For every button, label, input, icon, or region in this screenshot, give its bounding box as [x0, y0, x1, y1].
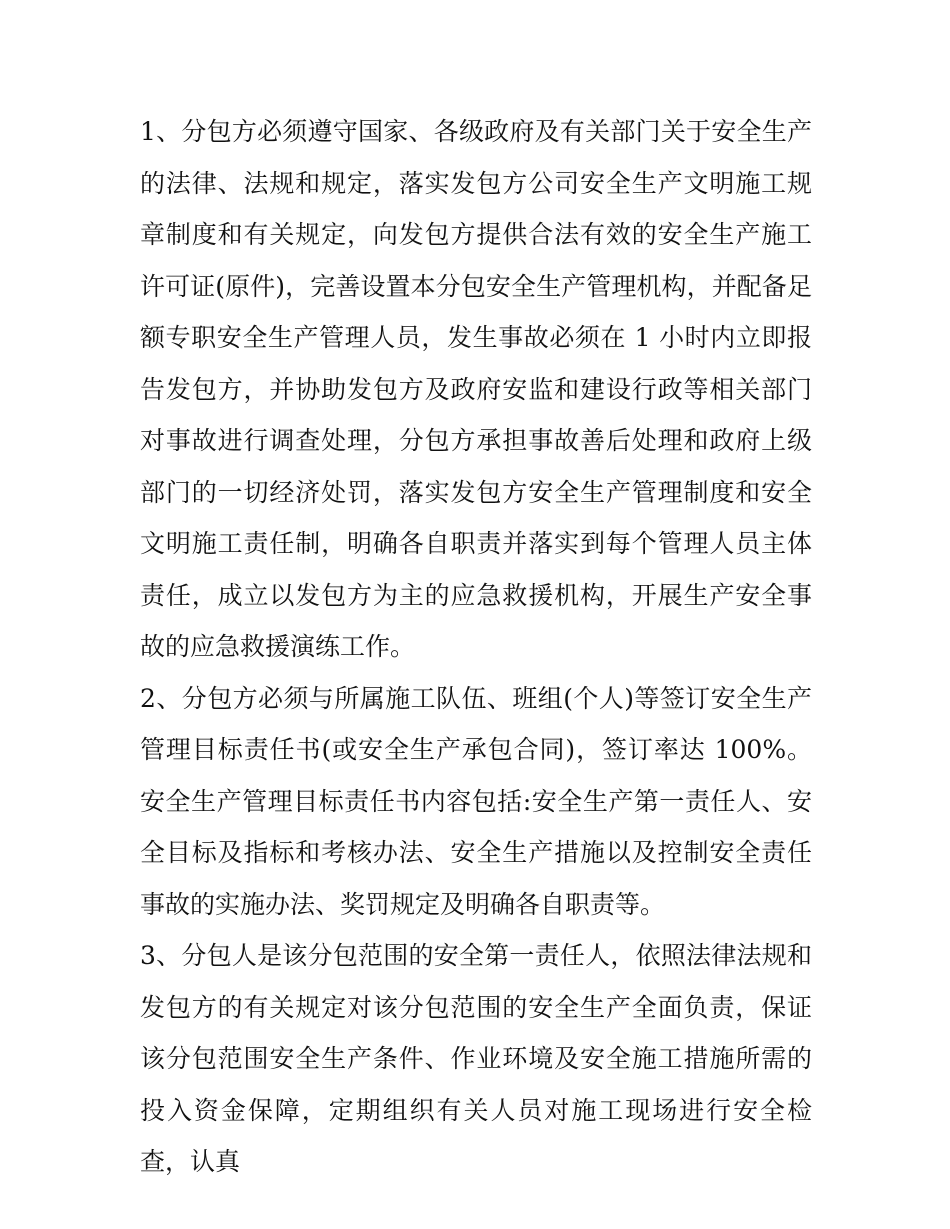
paragraph-3: 3、分包人是该分包范围的安全第一责任人，依照法律法规和发包方的有关规定对该分包范围的安全生产全面负责，保证该分包范围安全生产条件、作业环境及安全施工措施所需的投入资金保障，定期组织有关人员对施工现场进行安全检查，认真	[140, 941, 812, 1176]
paragraph-2: 2、分包方必须与所属施工队伍、班组(个人)等签订安全生产管理目标责任书(或安全生产承包合同)，签订率达 100%。安全生产管理目标责任书内容包括:安全生产第一责任人、安全目标及指标和考核办法、安全生产措施以及控制安全责任事故的实施办法、奖罚规定及明确各自职责等。	[140, 683, 812, 919]
document-body	[140, 106, 812, 1188]
paragraph-1: 1、分包方必须遵守国家、各级政府及有关部门关于安全生产的法律、法规和规定，落实发包方公司安全生产文明施工规章制度和有关规定，向发包方提供合法有效的安全生产施工许可证(原件)，完善设置本分包安全生产管理机构，并配备足额专职安全生产管理人员，发生事故必须在 1 小时内立即报告发包方，并协助发包方及政府安监和建设行政等相关部门对事故进行调查处理，分包方承担事故善后处理和政府上级部门的一切经济处罚，落实发包方安全生产管理制度和安全文明施工责任制，明确各自职责并落实到每个管理人员主体责任，成立以发包方为主的应急救援机构，开展生产安全事故的应急救援演练工作。	[140, 117, 812, 661]
